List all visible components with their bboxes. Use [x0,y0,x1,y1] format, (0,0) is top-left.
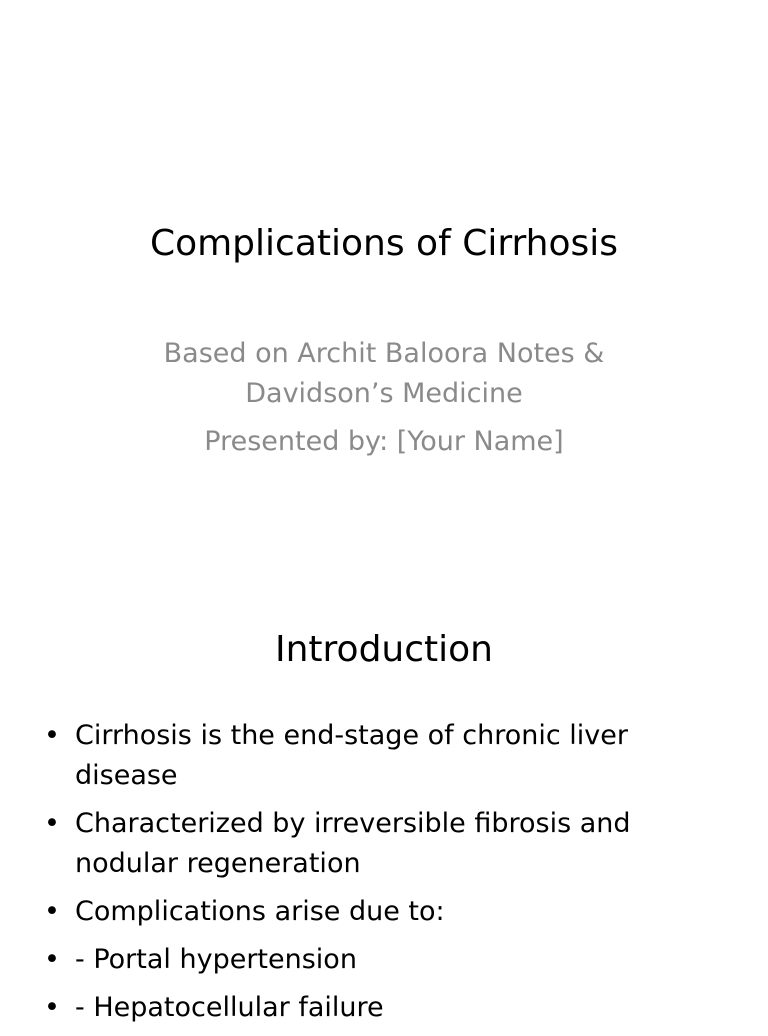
bullet-icon: • [44,992,60,1023]
bullet-item [40,892,660,932]
slide-title: Introduction [274,629,493,670]
subtitle-line: Davidson’s Medicine [245,378,523,409]
introduction-slide [0,576,768,1024]
subtitle-line: Presented by: [Your Name] [204,426,564,457]
bullet-list [40,716,660,1036]
subtitle-line: Based on Archit Baloora Notes & [163,338,605,369]
bullet-text: Characterized by irreversible fibrosis and nodular regeneration [75,808,631,879]
bullet-text: - Hepatocellular failure [75,992,384,1023]
bullet-icon: • [44,808,60,839]
bullet-icon: • [44,896,60,927]
slide-subtitle [80,334,688,462]
bullet-item [40,988,660,1028]
slide-title: Complications of Cirrhosis [149,223,619,264]
bullet-icon: • [44,944,60,975]
bullet-text: - Portal hypertension [75,944,357,975]
bullet-item [40,716,660,796]
bullet-icon: • [44,720,60,751]
bullet-text: Cirrhosis is the end-stage of chronic liver disease [75,720,628,791]
bullet-item [40,804,660,884]
bullet-text: Complications arise due to: [75,896,445,927]
bullet-item [40,940,660,980]
